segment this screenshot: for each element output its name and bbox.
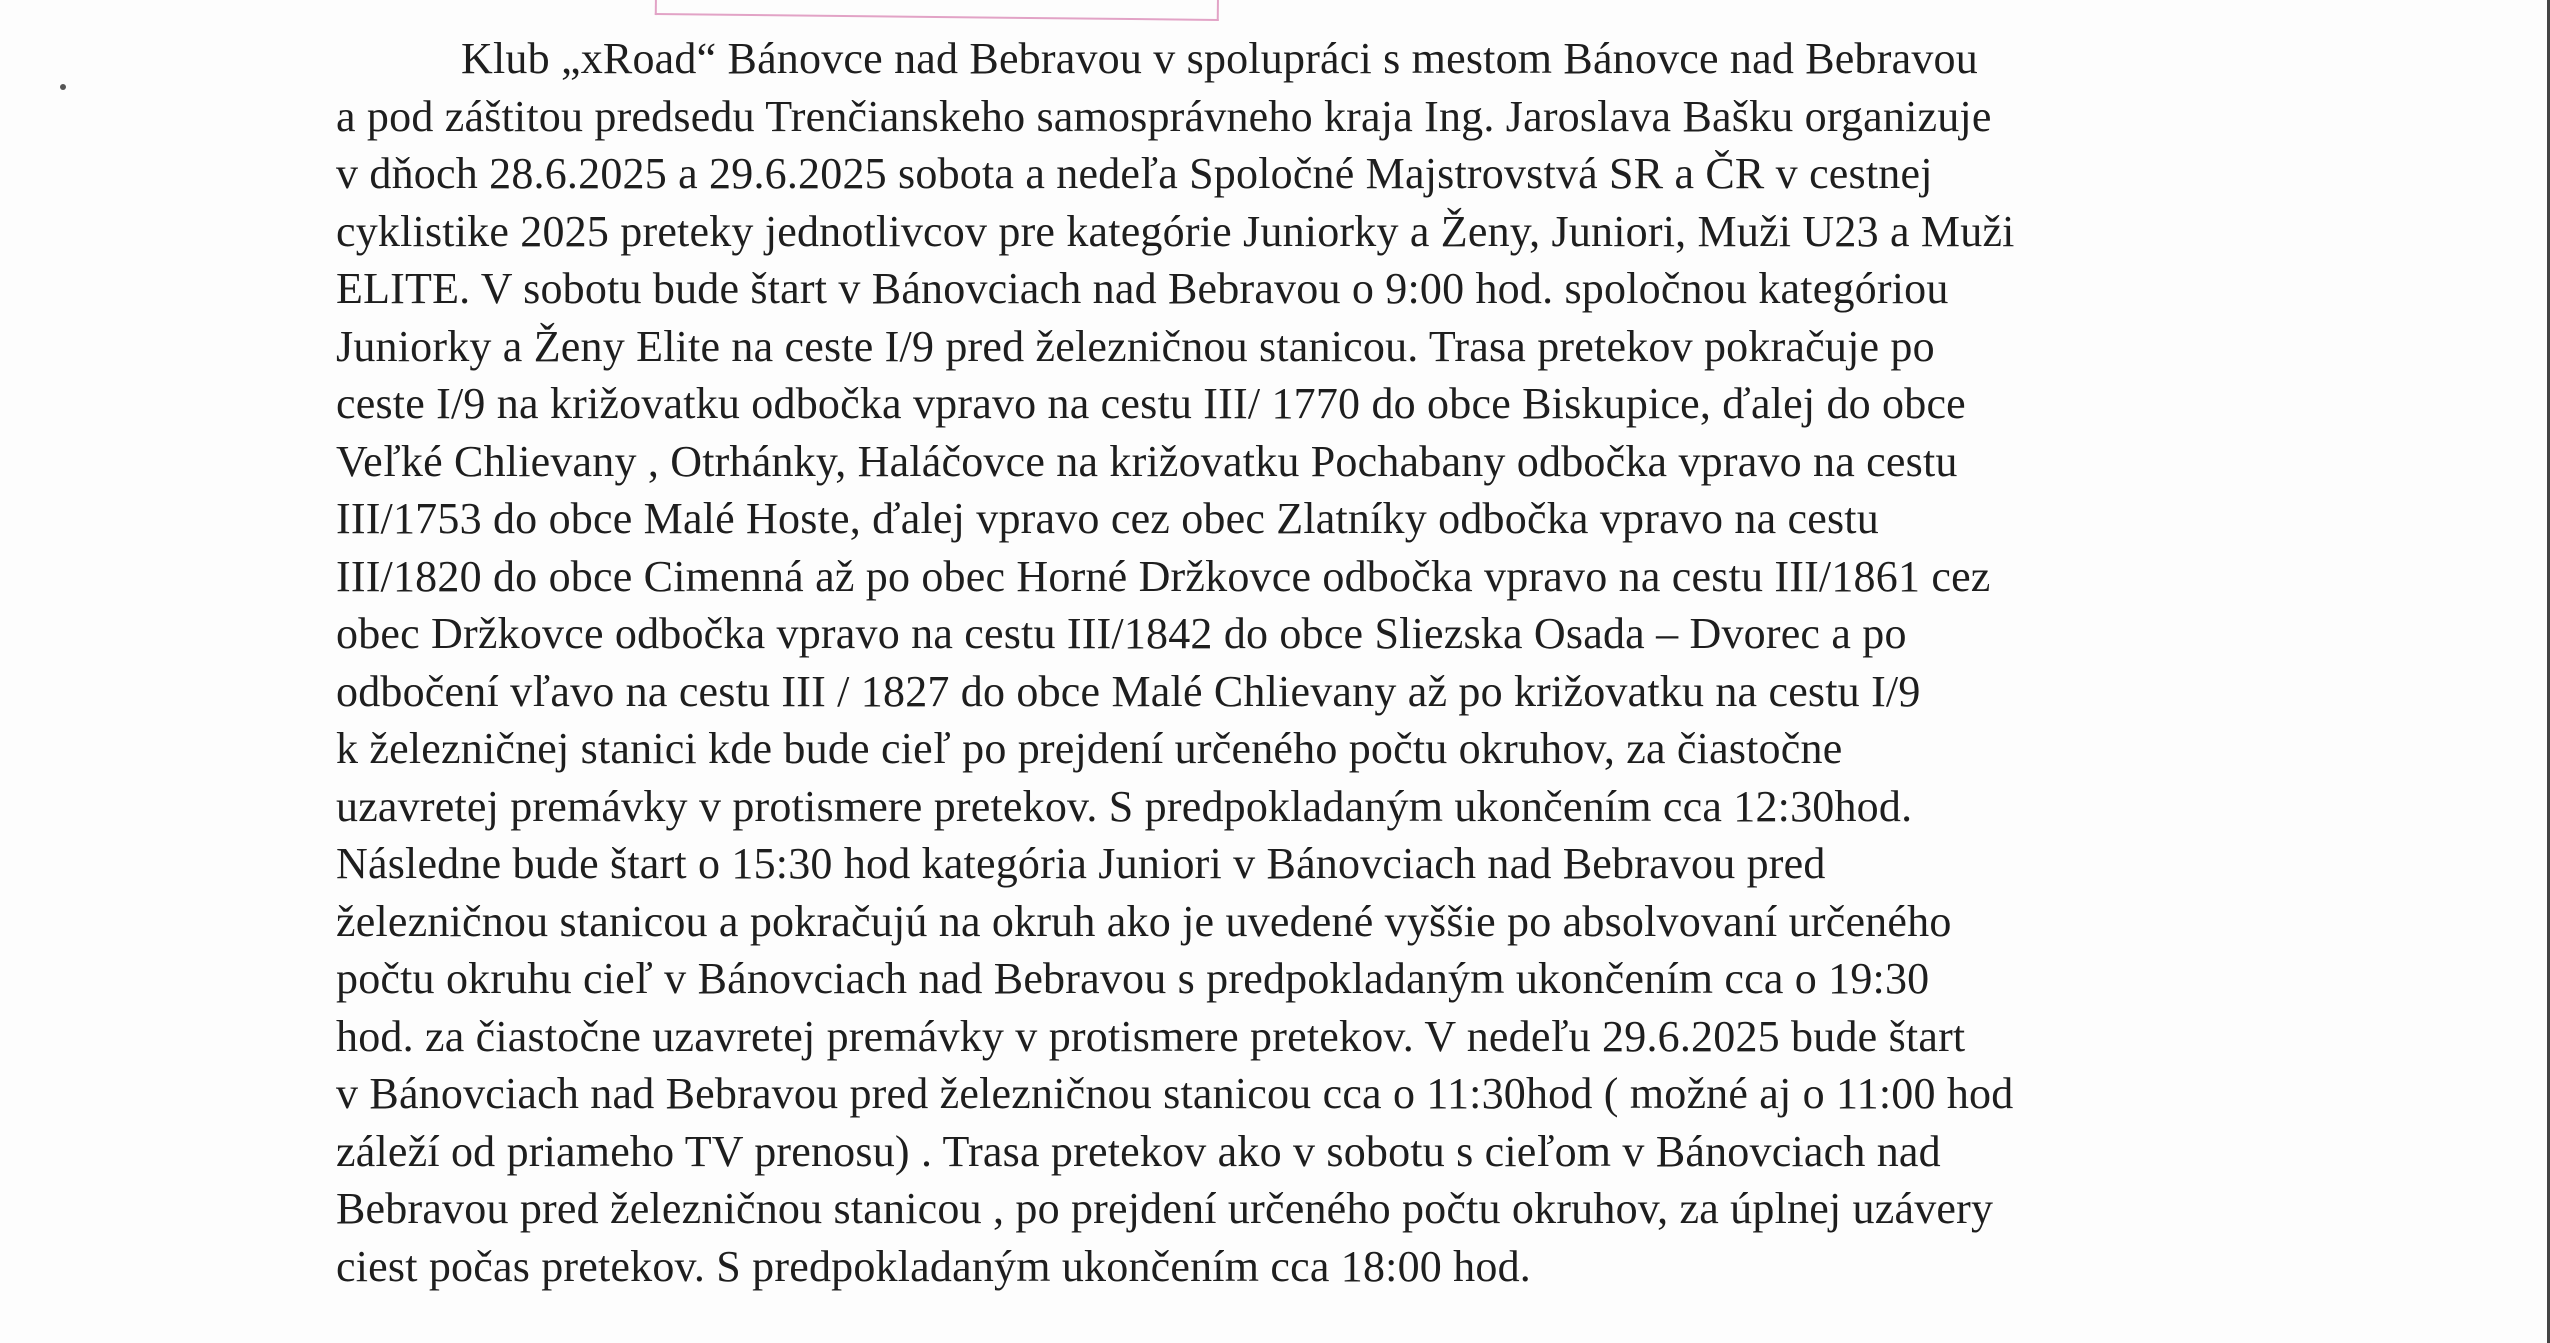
- text-line: Veľké Chlievany , Otrhánky, Haláčovce na križovatku Pochabany odbočka vpravo na cestu: [336, 436, 1958, 486]
- text-line: Juniorky a Ženy Elite na ceste I/9 pred železničnou stanicou. Trasa pretekov pokračuje po: [336, 321, 1935, 371]
- body-paragraph: [336, 30, 2216, 1295]
- text-line: železničnou stanicou a pokračujú na okruh ako je uvedené vyššie po absolvovaní určeného: [336, 896, 1952, 946]
- text-line: Následne bude štart o 15:30 hod kategória Juniori v Bánovciach nad Bebravou pred: [336, 839, 1826, 888]
- text-line: odbočení vľavo na cestu III / 1827 do obce Malé Chlievany až po križovatku na cestu I/9: [336, 666, 1921, 716]
- text-line: obec Držkovce odbočka vpravo na cestu III/1842 do obce Sliezska Osada – Dvorec a po: [336, 609, 1907, 658]
- text-line: Klub „xRoad“ Bánovce nad Bebravou v spolupráci s mestom Bánovce nad Bebravou: [461, 34, 1978, 83]
- text-line: hod. za čiastočne uzavretej premávky v protismere pretekov. V nedeľu 29.6.2025 bude štart: [336, 1011, 1966, 1061]
- text-line: cyklistike 2025 preteky jednotlivcov pre kategórie Juniorky a Ženy, Juniori, Muži U23 a Muži: [336, 206, 2015, 256]
- text-line: záleží od priameho TV prenosu) . Trasa pretekov ako v sobotu s cieľom v Bánovciach nad: [336, 1126, 1941, 1176]
- text-line: III/1753 do obce Malé Hoste, ďalej vpravo cez obec Zlatníky odbočka vpravo na cestu: [336, 494, 1879, 543]
- text-line: a pod záštitou predsedu Trenčianskeho samosprávneho kraja Ing. Jaroslava Bašku organizuje: [336, 91, 1992, 141]
- text-line: v dňoch 28.6.2025 a 29.6.2025 sobota a nedeľa Spoločné Majstrovstvá SR a ČR v cestnej: [336, 149, 1933, 198]
- stamp-edge: [655, 0, 1219, 21]
- text-line: počtu okruhu cieľ v Bánovciach nad Bebravou s predpokladaným ukončením cca o 19:30: [336, 954, 1930, 1003]
- text-line: k železničnej stanici kde bude cieľ po prejdení určeného počtu okruhov, za čiastočne: [336, 724, 1843, 773]
- scan-speck: [60, 84, 66, 90]
- text-line: ciest počas pretekov. S predpokladaným ukončením cca 18:00 hod.: [336, 1241, 1531, 1291]
- text-line: III/1820 do obce Cimenná až po obec Horné Držkovce odbočka vpravo na cestu III/1861 cez: [336, 551, 1991, 601]
- text-line: ceste I/9 na križovatku odbočka vpravo na cestu III/ 1770 do obce Biskupice, ďalej do obce: [336, 379, 1966, 428]
- text-line: v Bánovciach nad Bebravou pred železničnou stanicou cca o 11:30hod ( možné aj o 11:00 hod: [336, 1069, 2014, 1118]
- text-line: Bebravou pred železničnou stanicou , po prejdení určeného počtu okruhov, za úplnej uzávery: [336, 1184, 1994, 1233]
- text-line: uzavretej premávky v protismere pretekov. S predpokladaným ukončením cca 12:30hod.: [336, 781, 1913, 831]
- text-line: ELITE. V sobotu bude štart v Bánovciach nad Bebravou o 9:00 hod. spoločnou kategóriou: [336, 264, 1949, 313]
